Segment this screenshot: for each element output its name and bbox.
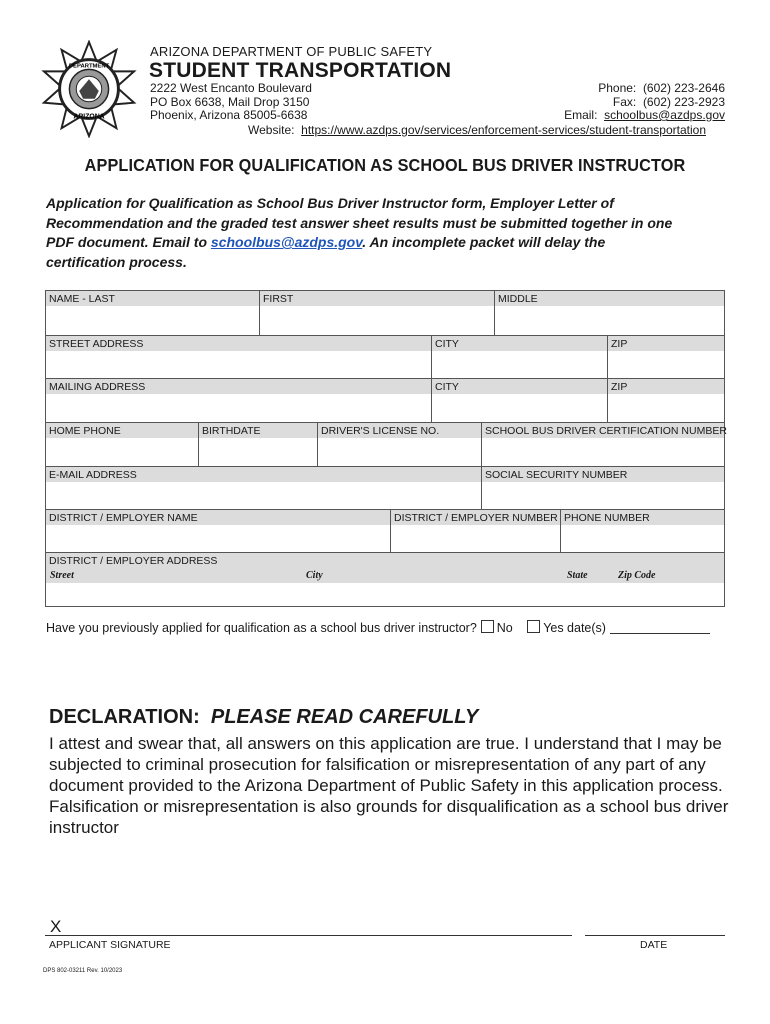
- signature-x-mark: X: [50, 917, 62, 936]
- signature-line[interactable]: [45, 935, 572, 936]
- zip-field[interactable]: [608, 336, 724, 379]
- phone-label: Phone:: [598, 81, 637, 95]
- sub-label-street: Street: [50, 570, 74, 581]
- date-line[interactable]: [585, 935, 725, 936]
- district-number-label: DISTRICT / EMPLOYER NUMBER: [391, 510, 560, 525]
- name-last-field[interactable]: [46, 291, 260, 336]
- declaration-heading: [49, 706, 478, 729]
- district-number-field[interactable]: [391, 510, 561, 553]
- city-label: CITY: [432, 336, 607, 351]
- mailing-city-field[interactable]: [432, 379, 608, 423]
- declaration-heading-emphasis: PLEASE READ CAREFULLY: [210, 706, 479, 728]
- yes-label: Yes date(s): [543, 621, 606, 635]
- website-link[interactable]: https://www.azdps.gov/services/enforcement-services/student-transportation: [301, 123, 706, 137]
- drivers-license-field[interactable]: [318, 423, 482, 467]
- city-field[interactable]: [432, 336, 608, 379]
- sub-label-zip: Zip Code: [618, 570, 656, 581]
- seal-text-bottom: ARIZONA: [73, 113, 105, 121]
- website-line: [248, 123, 706, 137]
- mailing-address-block: [150, 82, 312, 123]
- mailing-zip-field[interactable]: [608, 379, 724, 423]
- question-text: Have you previously applied for qualification as a school bus driver instructor?: [46, 621, 477, 635]
- date-label: DATE: [640, 939, 668, 951]
- email-address-label: E-MAIL ADDRESS: [46, 467, 481, 482]
- middle-name-label: MIDDLE: [495, 291, 724, 306]
- zip-label: ZIP: [608, 336, 724, 351]
- division-title: STUDENT TRANSPORTATION: [149, 59, 452, 82]
- ssn-label: SOCIAL SECURITY NUMBER: [482, 467, 724, 482]
- drivers-license-label: DRIVER'S LICENSE NO.: [318, 423, 481, 438]
- district-phone-label: PHONE NUMBER: [561, 510, 724, 525]
- district-name-field[interactable]: [46, 510, 391, 553]
- address-line-2: PO Box 6638, Mail Drop 3150: [150, 94, 310, 109]
- fax-label: Fax:: [612, 94, 637, 109]
- mailing-zip-label: ZIP: [608, 379, 724, 394]
- email-address-field[interactable]: [46, 467, 482, 510]
- applicant-signature-label: APPLICANT SIGNATURE: [49, 939, 171, 951]
- address-line-1: 2222 West Encanto Boulevard: [150, 81, 312, 95]
- instructions-line-1: Application for Qualification as School Bus Driver Instructor form, Employer Letter of: [46, 195, 614, 211]
- contact-block: [564, 82, 725, 123]
- home-phone-field[interactable]: [46, 423, 199, 467]
- instructions-line-3a: PDF document. Email to: [46, 234, 211, 250]
- website-label: Website:: [248, 123, 295, 137]
- middle-name-field[interactable]: [495, 291, 724, 336]
- street-address-label: STREET ADDRESS: [46, 336, 431, 351]
- certification-number-field[interactable]: [482, 423, 727, 467]
- email-label: Email:: [564, 108, 598, 122]
- certification-number-label: SCHOOL BUS DRIVER CERTIFICATION NUMBER: [482, 423, 724, 438]
- phone-value: (602) 223-2646: [642, 81, 725, 95]
- no-checkbox[interactable]: [481, 620, 494, 633]
- first-name-label: FIRST: [260, 291, 494, 306]
- yes-dates-input[interactable]: [610, 621, 710, 634]
- dps-seal-logo: [40, 40, 138, 138]
- seal-text-top: DEPARTMENT: [68, 63, 110, 70]
- name-last-label: NAME - LAST: [46, 291, 259, 306]
- ssn-field[interactable]: [482, 467, 724, 510]
- district-address-field[interactable]: [46, 553, 724, 606]
- email-link[interactable]: schoolbus@azdps.gov: [604, 108, 725, 122]
- instructions-paragraph: [46, 194, 736, 272]
- home-phone-label: HOME PHONE: [46, 423, 198, 438]
- page-title: APPLICATION FOR QUALIFICATION AS SCHOOL BUS DRIVER INSTRUCTOR: [84, 155, 686, 175]
- mailing-address-label: MAILING ADDRESS: [46, 379, 431, 394]
- mailing-city-label: CITY: [432, 379, 607, 394]
- street-address-field[interactable]: [46, 336, 432, 379]
- form-footer: DPS 802-03211 Rev. 10/2023: [43, 968, 123, 974]
- yes-checkbox[interactable]: [527, 620, 540, 633]
- instructions-line-4: certification process.: [46, 253, 187, 270]
- department-name: ARIZONA DEPARTMENT OF PUBLIC SAFETY: [150, 44, 433, 59]
- previous-application-question: [46, 620, 710, 635]
- instructions-email-link[interactable]: schoolbus@azdps.gov: [210, 234, 363, 250]
- declaration-heading-text: DECLARATION:: [49, 706, 200, 728]
- instructions-line-3b: . An incomplete packet will delay the: [362, 234, 606, 250]
- mailing-address-field[interactable]: [46, 379, 432, 423]
- address-line-3: Phoenix, Arizona 85005-6638: [150, 108, 308, 122]
- district-phone-field[interactable]: [561, 510, 724, 553]
- sub-label-city: City: [306, 570, 323, 581]
- birthdate-label: BIRTHDATE: [199, 423, 317, 438]
- instructions-line-2: Recommendation and the graded test answer sheet results must be submitted together in one: [46, 214, 673, 231]
- sub-label-state: State: [567, 570, 588, 581]
- first-name-field[interactable]: [260, 291, 495, 336]
- birthdate-field[interactable]: [199, 423, 318, 467]
- declaration-body: I attest and swear that, all answers on this application are true. I understand that I may be subjected to criminal prosecution for falsification or misrepresentation of any part of any document provided to the Arizona Department of Public Safety in this application process. Falsification or misrepresentation is also grounds for disqualification as a school bus driver instructor: [49, 734, 729, 837]
- fax-value: (602) 223-2923: [642, 94, 725, 109]
- district-address-label: DISTRICT / EMPLOYER ADDRESS: [46, 553, 724, 583]
- district-name-label: DISTRICT / EMPLOYER NAME: [46, 510, 390, 525]
- application-form: [45, 290, 725, 607]
- no-label: No: [496, 621, 513, 635]
